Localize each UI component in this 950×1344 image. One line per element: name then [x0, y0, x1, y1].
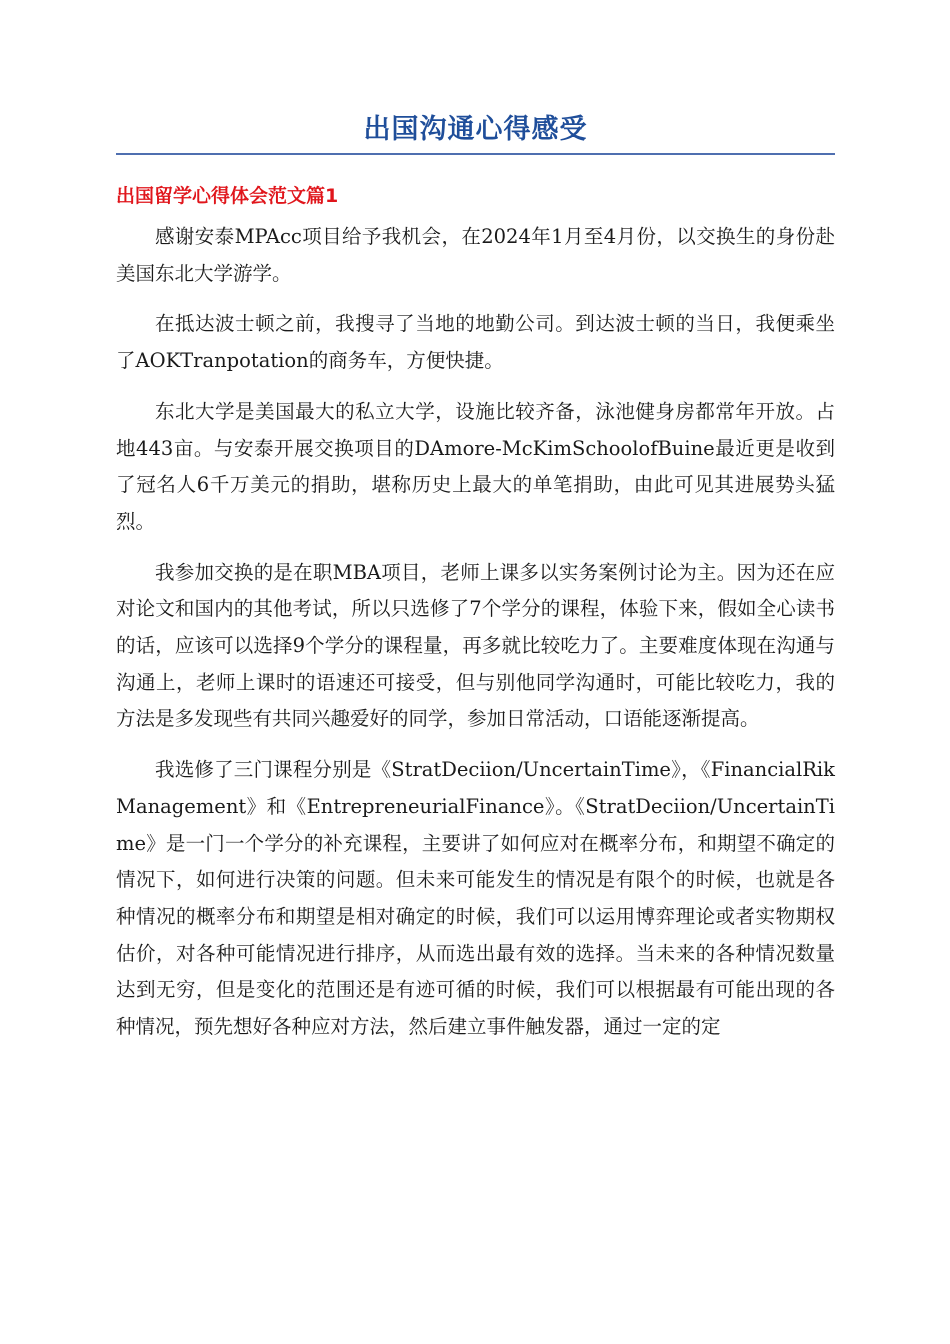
document-body	[116, 219, 835, 1046]
paragraph-1: 感谢安泰MPAcc项目给予我机会，在2024年1月至4月份，以交换生的身份赴美国东北大学游学。	[116, 225, 835, 285]
paragraph-5: 我选修了三门课程分别是《StratDeciion/UncertainTime》，《FinancialRikManagement》和《EntrepreneurialFinance》。《StratDeciion/UncertainTime》是一门一个学分的补充课程，主要讲了如何应对在概率分布，和期望不确定的情况下，如何进行决策的问题。但未来可能发生的情况是有限个的时候，也就是各种情况的概率分布和期望是相对确定的时候，我们可以运用博弈理论或者实物期权估价，对各种可能情况进行排序，从而选出最有效的选择。当未来的各种情况数量达到无穷，但是变化的范围还是有迹可循的时候，我们可以根据最有可能出现的各种情况，预先想好各种应对方法，然后建立事件触发器，通过一定的定	[116, 758, 835, 1039]
document-page	[116, 110, 835, 1046]
paragraph-4: 我参加交换的是在职MBA项目，老师上课多以实务案例讨论为主。因为还在应对论文和国内的其他考试，所以只选修了7个学分的课程，体验下来，假如全心读书的话，应该可以选择9个学分的课程量，再多就比较吃力了。主要难度体现在沟通与沟通上，老师上课时的语速还可接受，但与别他同学沟通时，可能比较吃力，我的方法是多发现些有共同兴趣爱好的同学，参加日常活动，口语能逐渐提高。	[116, 560, 835, 731]
title-underline	[116, 153, 835, 155]
document-title: 出国沟通心得感受	[363, 114, 588, 145]
paragraph-2: 在抵达波士顿之前，我搜寻了当地的地勤公司。到达波士顿的当日，我便乘坐了AOKTranpotation的商务车，方便快捷。	[116, 312, 835, 373]
paragraph-3: 东北大学是美国最大的私立大学，设施比较齐备，泳池健身房都常年开放。占地443亩。与安泰开展交换项目的DAmore-McKimSchoolofBuine最近更是收到了冠名人6千万美元的捐助，堪称历史上最大的单笔捐助，由此可见其进展势头猛烈。	[116, 399, 835, 533]
section-heading: 出国留学心得体会范文篇1	[116, 185, 339, 207]
